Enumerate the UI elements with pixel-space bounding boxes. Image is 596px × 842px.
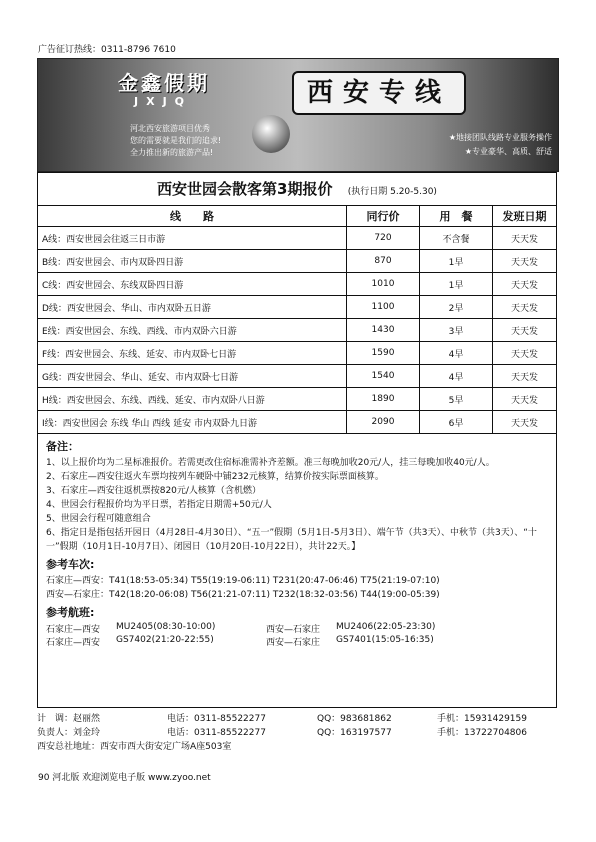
flight-row (46, 635, 548, 648)
col-schedule: 发班日期 (493, 206, 557, 227)
contact-row (37, 726, 557, 740)
meal-cell: 6早 (420, 411, 493, 434)
table-row (38, 388, 557, 411)
route-cell: H线：西安世园会、东线、西线、延安、市内双卧八日游 (38, 388, 347, 411)
note-item: 5、世园会行程可随意组合 (46, 514, 151, 524)
tag: ★专业豪华、高质、舒适 (464, 147, 552, 156)
contact-qq: QQ：163197577 (317, 728, 392, 738)
price-cell: 1540 (347, 365, 420, 388)
table-row (38, 296, 557, 319)
schedule-cell: 天天发 (493, 365, 557, 388)
route-cell: A线：西安世园会往返三日市游 (38, 227, 347, 250)
schedule-cell: 天天发 (493, 227, 557, 250)
schedule-cell: 天天发 (493, 411, 557, 434)
logo-sub: JXJQ (134, 95, 193, 108)
contact-name: 计 调：赵丽然 (37, 714, 101, 724)
notes-section (37, 432, 557, 708)
train-line: 石家庄—西安：T41(18:53-05:34) T55(19:19-06:11) T231(20:47-06:46) T75(21:19-07:10) (46, 576, 440, 586)
slogan: 全力推出新的旅游产品! (130, 148, 214, 157)
contact-address: 西安总社地址：西安市西大街安定广场A座503室 (37, 742, 232, 752)
train-line: 西安—石家庄：T42(18:20-06:08) T56(21:21-07:11) T232(18:32-03:56) T44(19:00-05:39) (46, 590, 440, 600)
price-cell: 2090 (347, 411, 420, 434)
note-item: 6、指定日是指包括开园日（4月28日-4月30日）、“五一”假期（5月1日-5月3日）、端午节（共3天）、中秋节（共3天）、“十一”假期（10月1日-10月7日）、闭园日（10月20日-10月22日），共计22天。】 (46, 528, 537, 552)
table-row (38, 411, 557, 434)
schedule-cell: 天天发 (493, 319, 557, 342)
table-row (38, 227, 557, 250)
meal-cell: 4早 (420, 365, 493, 388)
contact-section (37, 712, 557, 760)
col-route: 线 路 (38, 206, 347, 227)
route-cell: C线：西安世园会、东线双卧四日游 (38, 273, 347, 296)
banner-title: 西安专线 (292, 71, 466, 115)
col-meal: 用 餐 (420, 206, 493, 227)
tag: ★地接团队线路专业服务操作 (448, 133, 552, 142)
trains-heading: 参考车次: (46, 558, 95, 571)
route-cell: F线：西安世园会、东线、延安、市内双卧七日游 (38, 342, 347, 365)
caption-date: (执行日期 5.20-5.30) (347, 187, 437, 197)
note-item: 2、石家庄—西安往返火车票均按列车硬卧中铺232元核算，结算价按实际票面核算。 (46, 472, 384, 482)
flight-route: 西安—石家庄 (266, 638, 321, 648)
contact-qq: QQ：983681862 (317, 714, 392, 724)
meal-cell: 5早 (420, 388, 493, 411)
schedule-cell: 天天发 (493, 250, 557, 273)
route-cell: G线：西安世园会、华山、延安、市内双卧七日游 (38, 365, 347, 388)
table-caption (37, 172, 557, 205)
flights-heading: 参考航班: (46, 606, 95, 619)
flight-code: MU2406(22:05-23:30) (336, 622, 436, 632)
schedule-cell: 天天发 (493, 273, 557, 296)
price-cell: 1010 (347, 273, 420, 296)
route-cell: I线：西安世园会 东线 华山 西线 延安 市内双卧九日游 (38, 411, 347, 434)
slogans (130, 123, 221, 159)
price-cell: 1430 (347, 319, 420, 342)
logo: 金鑫假期 (118, 71, 210, 95)
banner-tags (449, 131, 552, 159)
meal-cell: 2早 (420, 296, 493, 319)
page-footer: 90 河北版 欢迎浏览电子版 www.zyoo.net (38, 773, 211, 783)
flight-code: GS7402(21:20-22:55) (116, 635, 214, 645)
banner (37, 58, 559, 172)
price-cell: 1890 (347, 388, 420, 411)
slogan: 您的需要就是我们的追求! (130, 136, 222, 145)
table-header (38, 206, 557, 227)
contact-mobile: 手机：15931429159 (437, 714, 527, 724)
contact-row (37, 712, 557, 726)
flight-route: 石家庄—西安 (46, 638, 101, 648)
flight-route: 石家庄—西安 (46, 625, 101, 635)
notes-heading: 备注： (46, 440, 79, 453)
flight-code: GS7401(15:05-16:35) (336, 635, 434, 645)
route-cell: E线：西安世园会、东线、西线、市内双卧六日游 (38, 319, 347, 342)
table-row (38, 273, 557, 296)
price-table (37, 172, 557, 434)
flight-row (46, 622, 548, 635)
price-cell: 1100 (347, 296, 420, 319)
meal-cell: 4早 (420, 342, 493, 365)
contact-phone: 电话：0311-85522277 (167, 714, 266, 724)
contact-mobile: 手机：13722704806 (437, 728, 527, 738)
table-row (38, 250, 557, 273)
route-cell: B线：西安世园会、市内双卧四日游 (38, 250, 347, 273)
meal-cell: 1早 (420, 250, 493, 273)
note-item: 3、石家庄—西安往返机票按820元/人核算（含机燃） (46, 486, 261, 496)
flight-route: 西安—石家庄 (266, 625, 321, 635)
schedule-cell: 天天发 (493, 388, 557, 411)
schedule-cell: 天天发 (493, 296, 557, 319)
price-cell: 1590 (347, 342, 420, 365)
flight-code: MU2405(08:30-10:00) (116, 622, 216, 632)
contact-phone: 电话：0311-85522277 (167, 728, 266, 738)
price-cell: 720 (347, 227, 420, 250)
meal-cell: 3早 (420, 319, 493, 342)
meal-cell: 不含餐 (420, 227, 493, 250)
contact-name: 负责人：刘金玲 (37, 728, 101, 738)
price-cell: 870 (347, 250, 420, 273)
caption-title: 西安世园会散客第3期报价 (157, 180, 333, 198)
meal-cell: 1早 (420, 273, 493, 296)
schedule-cell: 天天发 (493, 342, 557, 365)
table-row (38, 365, 557, 388)
ad-hotline: 广告征订热线：0311-8796 7610 (38, 45, 176, 55)
bubble-icon (252, 115, 290, 153)
slogan: 河北西安旅游项目优秀 (130, 124, 210, 133)
table-row (38, 319, 557, 342)
table-row (38, 342, 557, 365)
note-item: 1、以上报价均为二星标准报价。若需更改住宿标准需补齐差额。准三每晚加收20元/人，挂三每晚加收40元/人。 (46, 458, 495, 468)
note-item: 4、世园会行程报价均为平日票，若指定日期需+50元/人 (46, 500, 272, 510)
route-cell: D线：西安世园会、华山、市内双卧五日游 (38, 296, 347, 319)
col-price: 同行价 (347, 206, 420, 227)
